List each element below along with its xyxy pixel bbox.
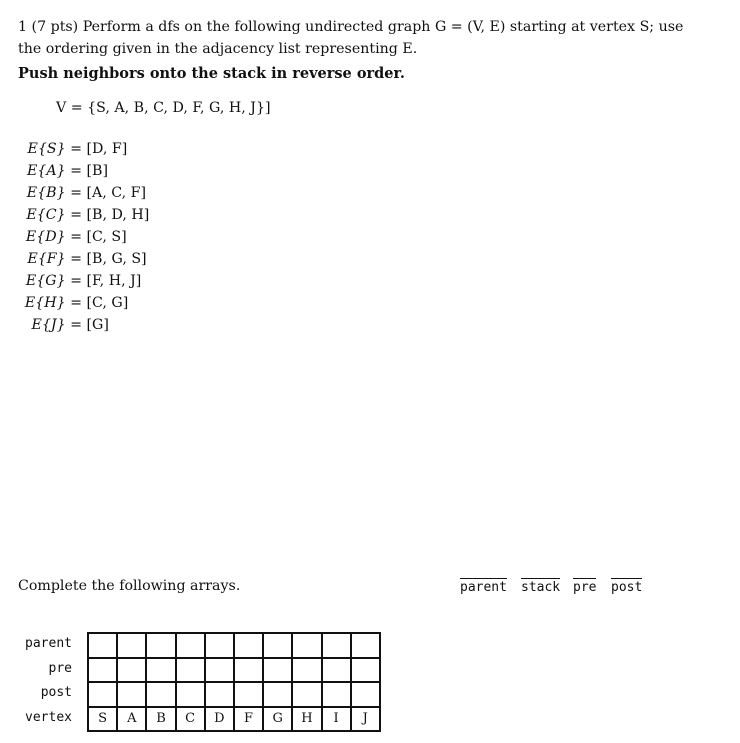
adjacency-value: [A, C, F]: [82, 185, 147, 201]
post-cell[interactable]: [263, 682, 292, 707]
arrays-prompt: Complete the following arrays.: [18, 578, 241, 594]
adjacency-value: [G]: [82, 317, 109, 333]
parent-cell[interactable]: [322, 633, 351, 658]
adjacency-row: [0, 204, 300, 226]
row-label-pre: pre: [48, 660, 72, 676]
vertex-row: [88, 707, 380, 732]
adjacency-key: E{J} =: [31, 317, 82, 333]
post-cell[interactable]: [205, 682, 234, 707]
adjacency-key: E{S} =: [27, 141, 82, 157]
vertex-cell: I: [322, 707, 351, 732]
pre-cell[interactable]: [234, 658, 263, 683]
pre-cell[interactable]: [146, 658, 175, 683]
post-row: [88, 682, 380, 707]
pre-cell[interactable]: [88, 658, 117, 683]
adjacency-key: E{B} =: [26, 185, 82, 201]
legend-label: stack: [521, 580, 561, 595]
adjacency-value: [B, D, H]: [82, 207, 150, 223]
vertex-cell: D: [205, 707, 234, 732]
post-cell[interactable]: [117, 682, 146, 707]
adjacency-value: [F, H, J]: [82, 273, 142, 289]
adjacency-key: E{G} =: [25, 273, 82, 289]
legend-label: pre: [573, 580, 597, 595]
adjacency-value: [C, S]: [82, 229, 127, 245]
adjacency-row: [0, 314, 300, 336]
pre-cell[interactable]: [205, 658, 234, 683]
pre-row: [88, 658, 380, 683]
adjacency-key: E{D} =: [25, 229, 82, 245]
vertex-cell: G: [263, 707, 292, 732]
legend-post: [611, 578, 642, 595]
pre-cell[interactable]: [351, 658, 380, 683]
pre-cell[interactable]: [322, 658, 351, 683]
post-cell[interactable]: [88, 682, 117, 707]
pre-cell[interactable]: [292, 658, 321, 683]
pre-cell[interactable]: [176, 658, 205, 683]
row-label-vertex: vertex: [25, 709, 72, 725]
parent-cell[interactable]: [351, 633, 380, 658]
legend-label: parent: [460, 580, 507, 595]
adjacency-value: [B, G, S]: [82, 251, 147, 267]
adjacency-key: E{H} =: [24, 295, 82, 311]
vertex-cell: C: [176, 707, 205, 732]
vertex-cell: F: [234, 707, 263, 732]
adjacency-row: [0, 248, 300, 270]
post-cell[interactable]: [176, 682, 205, 707]
adjacency-row: [0, 226, 300, 248]
adjacency-row: [0, 138, 300, 160]
adjacency-value: [D, F]: [82, 141, 128, 157]
legend-parent: [460, 578, 507, 595]
legend-pre: [573, 578, 596, 595]
vertex-cell: H: [292, 707, 321, 732]
pre-cell[interactable]: [263, 658, 292, 683]
post-cell[interactable]: [146, 682, 175, 707]
vertex-cell: B: [146, 707, 175, 732]
parent-cell[interactable]: [117, 633, 146, 658]
parent-cell[interactable]: [146, 633, 175, 658]
legend-label: post: [611, 580, 643, 595]
vertex-cell: S: [88, 707, 117, 732]
parent-row: [88, 633, 380, 658]
legend-stack: [521, 578, 560, 595]
pre-cell[interactable]: [117, 658, 146, 683]
parent-cell[interactable]: [292, 633, 321, 658]
answer-grid: [87, 632, 381, 732]
vertex-cell: A: [117, 707, 146, 732]
row-label-parent: parent: [25, 636, 72, 651]
instruction: Push neighbors onto the stack in reverse order.: [18, 65, 405, 82]
parent-cell[interactable]: [88, 633, 117, 658]
post-cell[interactable]: [234, 682, 263, 707]
adjacency-row: [0, 270, 300, 292]
adjacency-key: E{C} =: [26, 207, 82, 223]
parent-cell[interactable]: [263, 633, 292, 658]
vertex-cell: J: [351, 707, 380, 732]
adjacency-row: [0, 160, 300, 182]
problem-intro: 1 (7 pts) Perform a dfs on the following undirected graph G = (V, E) starting at vertex S; use the ordering given in the adjacency list representing E.: [18, 19, 684, 57]
parent-cell[interactable]: [234, 633, 263, 658]
adjacency-value: [C, G]: [82, 295, 129, 311]
adjacency-key: E{F} =: [27, 251, 82, 267]
post-cell[interactable]: [351, 682, 380, 707]
parent-cell[interactable]: [205, 633, 234, 658]
adjacency-row: [0, 292, 300, 314]
adjacency-key: E{A} =: [26, 163, 82, 179]
parent-cell[interactable]: [176, 633, 205, 658]
post-cell[interactable]: [322, 682, 351, 707]
adjacency-value: [B]: [82, 163, 109, 179]
array-row-labels: [0, 632, 72, 730]
post-cell[interactable]: [292, 682, 321, 707]
adjacency-list: [0, 138, 300, 336]
row-label-post: post: [40, 685, 72, 700]
adjacency-row: [0, 182, 300, 204]
vertex-set: V = {S, A, B, C, D, F, G, H, J}]: [56, 100, 271, 116]
